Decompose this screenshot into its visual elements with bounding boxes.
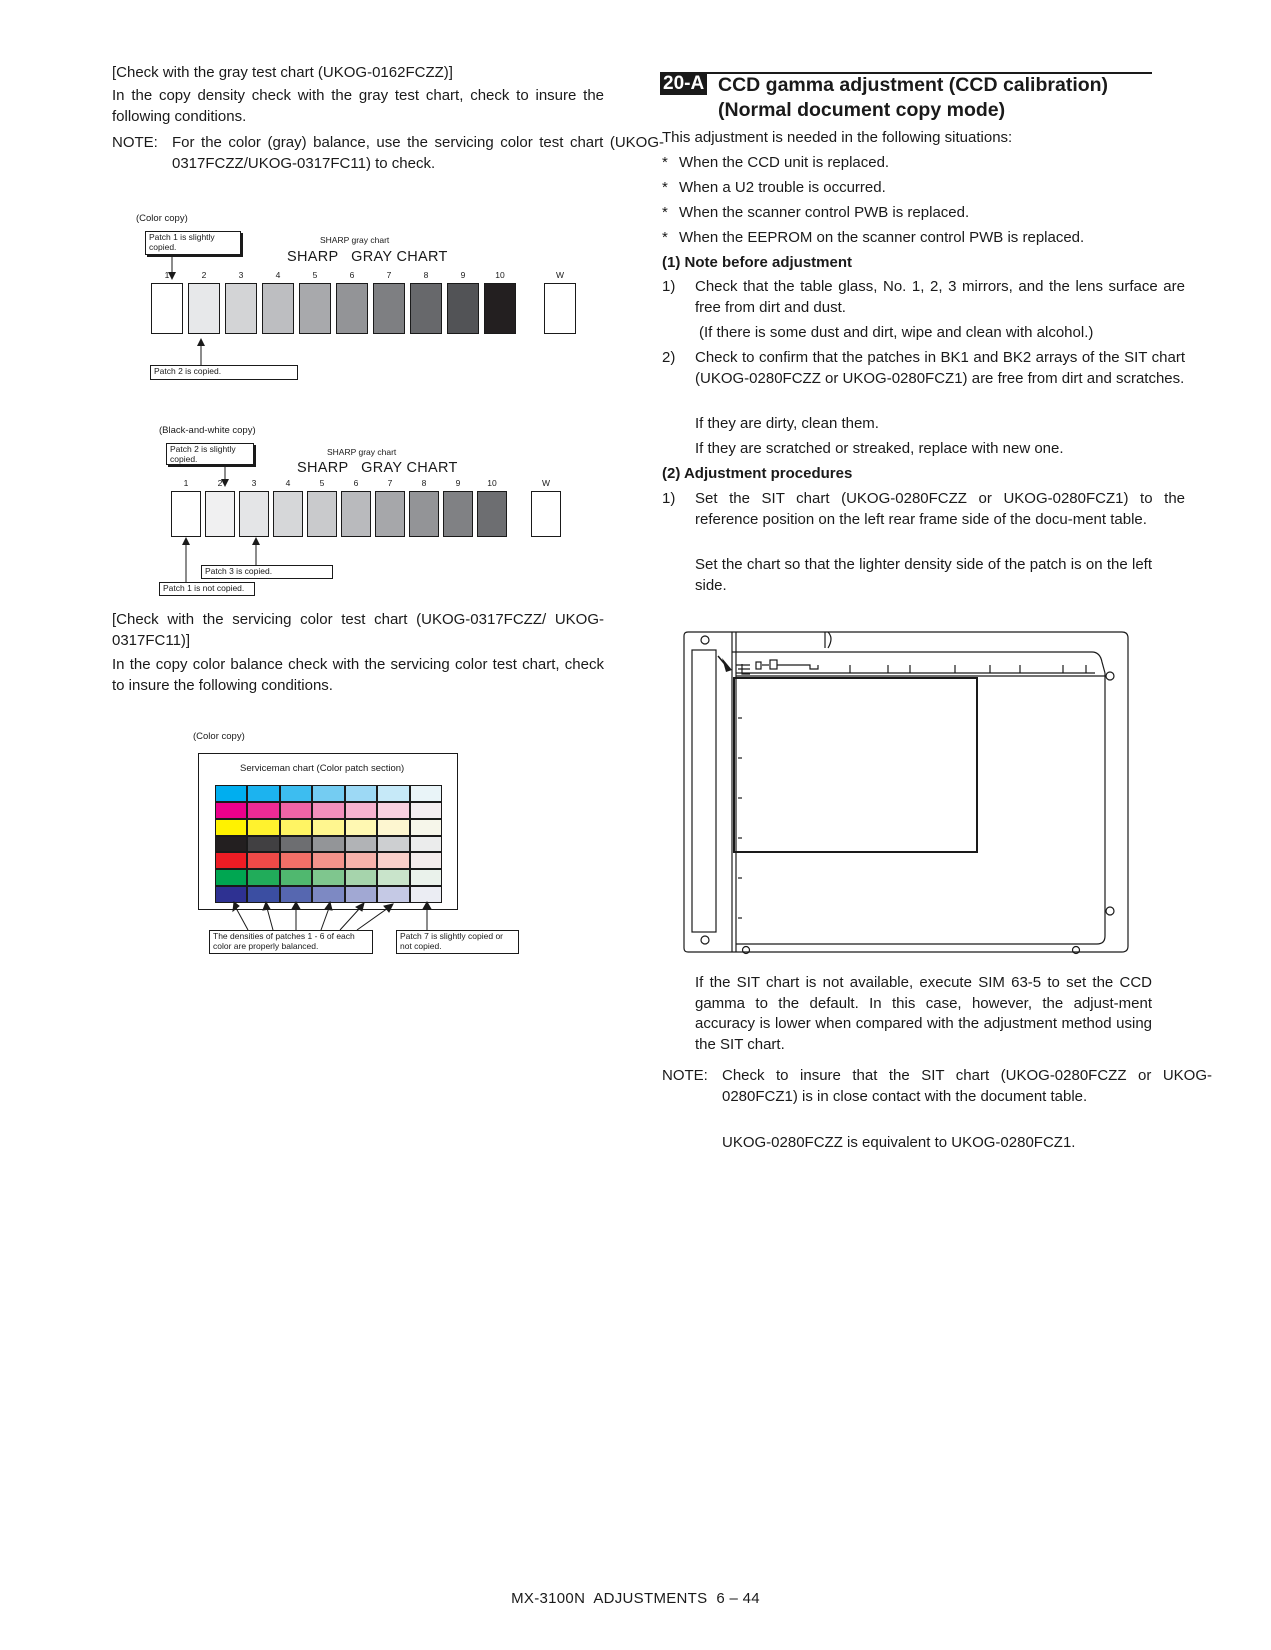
patch-number: 10 (487, 478, 497, 488)
gray-check-text: In the copy density check with the gray test chart, check to insure the following conditions. (112, 87, 604, 125)
bullet-item: * When a U2 trouble is occurred. (662, 179, 886, 196)
section-badge: 20-A (660, 72, 707, 95)
document-table-diagram (682, 628, 1132, 958)
fig1-chart-title: SHARP GRAY CHART (287, 249, 448, 265)
procedure-1-orientation: Set the chart so that the lighter density side of the patch is on the left side. (695, 556, 1152, 594)
section-title-line1: CCD gamma adjustment (CCD calibration) (718, 74, 1109, 96)
subheading-procedures: (2) Adjustment procedures (662, 465, 853, 482)
patch-number: 7 (387, 478, 393, 488)
fig1-callout-patch2: Patch 2 is copied. (150, 365, 298, 380)
fig1-chart-subtitle: SHARP gray chart (320, 235, 390, 245)
patch-number: 3 (251, 478, 257, 488)
bullet-item: * When the EEPROM on the scanner control PWB is replaced. (662, 229, 1085, 246)
fig1-mode-label: (Color copy) (136, 213, 188, 224)
fig2-callout-patch2: Patch 2 is slightly copied. (166, 443, 254, 465)
patch-number: 8 (421, 478, 427, 488)
patch-number: 5 (312, 270, 318, 280)
gray-check-heading: [Check with the gray test chart (UKOG-0162FCZZ)] (112, 64, 453, 81)
fig3-callout-balance: The densities of patches 1 - 6 of each color are properly balanced. (209, 930, 373, 954)
procedure-1: 1) Set the SIT chart (UKOG-0280FCZZ or UKOG-0280FCZ1) to the reference position on the left rear frame side of the docu-ment table. (662, 490, 1185, 528)
fig2-chart-title: SHARP GRAY CHART (297, 460, 458, 476)
fig2-chart-subtitle: SHARP gray chart (327, 447, 397, 457)
patch-number: 1 (164, 270, 170, 280)
fig3-callout-patch7: Patch 7 is slightly copied or not copied. (396, 930, 519, 954)
section-heading (660, 73, 707, 95)
patch-number: 1 (183, 478, 189, 488)
fig3-mode-label: (Color copy) (193, 731, 245, 742)
patch-number: 3 (238, 270, 244, 280)
bullet-item: * When the scanner control PWB is replaced. (662, 204, 970, 221)
sit-equivalence: UKOG-0280FCZZ is equivalent to UKOG-0280FCZ1. (722, 1134, 1076, 1151)
fig3-chart-title: Serviceman chart (Color patch section) (240, 763, 405, 774)
no-sit-chart-text: If the SIT chart is not available, execute SIM 63-5 to set the CCD gamma to the default. In this case, however, the adjust-ment accuracy is lower when compared with the adjustment method using the SIT chart. (695, 974, 1152, 1053)
note-label: NOTE: (112, 134, 158, 151)
note-text: For the color (gray) balance, use the servicing color test chart (UKOG-0317FCZZ/UKOG-0317FC11) to check. (172, 134, 664, 172)
patch-number: 4 (285, 478, 291, 488)
fig2-callout-patch3: Patch 3 is copied. (201, 565, 333, 579)
patch-number: 7 (386, 270, 392, 280)
patch-number: W (541, 478, 551, 488)
step-1-note: (If there is some dust and dirt, wipe and clean with alcohol.) (699, 324, 1094, 341)
step-2-scratched: If they are scratched or streaked, replace with new one. (695, 440, 1064, 457)
step-2: 2) Check to confirm that the patches in BK1 and BK2 arrays of the SIT chart (UKOG-0280FCZZ or UKOG-0280FCZ1) are free from dirt and scratches. (662, 349, 1185, 387)
fig2-callout-patch1: Patch 1 is not copied. (159, 582, 255, 596)
fig3-arrows (0, 0, 620, 960)
patch-number: 6 (353, 478, 359, 488)
fig2-mode-label: (Black-and-white copy) (159, 425, 256, 436)
patch-number: 9 (460, 270, 466, 280)
intro-text: This adjustment is needed in the following situations: (662, 129, 1013, 146)
patch-number: 2 (217, 478, 223, 488)
subheading-note-before: (1) Note before adjustment (662, 254, 853, 271)
step-2-dirty: If they are dirty, clean them. (695, 415, 879, 432)
patch-number: 8 (423, 270, 429, 280)
section-title-line2: (Normal document copy mode) (718, 99, 1006, 121)
patch-number: 9 (455, 478, 461, 488)
patch-number: 6 (349, 270, 355, 280)
page-footer: MX-3100N ADJUSTMENTS 6 – 44 (511, 1590, 760, 1607)
sit-note: NOTE: Check to insure that the SIT chart (UKOG-0280FCZZ or UKOG-0280FCZ1) is in close contact with the document table. (662, 1067, 1212, 1105)
patch-number: 5 (319, 478, 325, 488)
patch-number: 2 (201, 270, 207, 280)
fig1-callout-patch1: Patch 1 is slightly copied. (145, 231, 241, 255)
color-check-text: In the copy color balance check with the servicing color test chart, check to insure the following conditions. (112, 656, 604, 694)
patch-number: 10 (495, 270, 505, 280)
step-1: 1) Check that the table glass, No. 1, 2, 3 mirrors, and the lens surface are free from dirt and dust. (662, 278, 1185, 316)
bullet-item: * When the CCD unit is replaced. (662, 154, 890, 171)
color-check-heading: [Check with the servicing color test chart (UKOG-0317FCZZ/ UKOG-0317FC11)] (112, 611, 604, 649)
patch-number: W (555, 270, 565, 280)
patch-number: 4 (275, 270, 281, 280)
